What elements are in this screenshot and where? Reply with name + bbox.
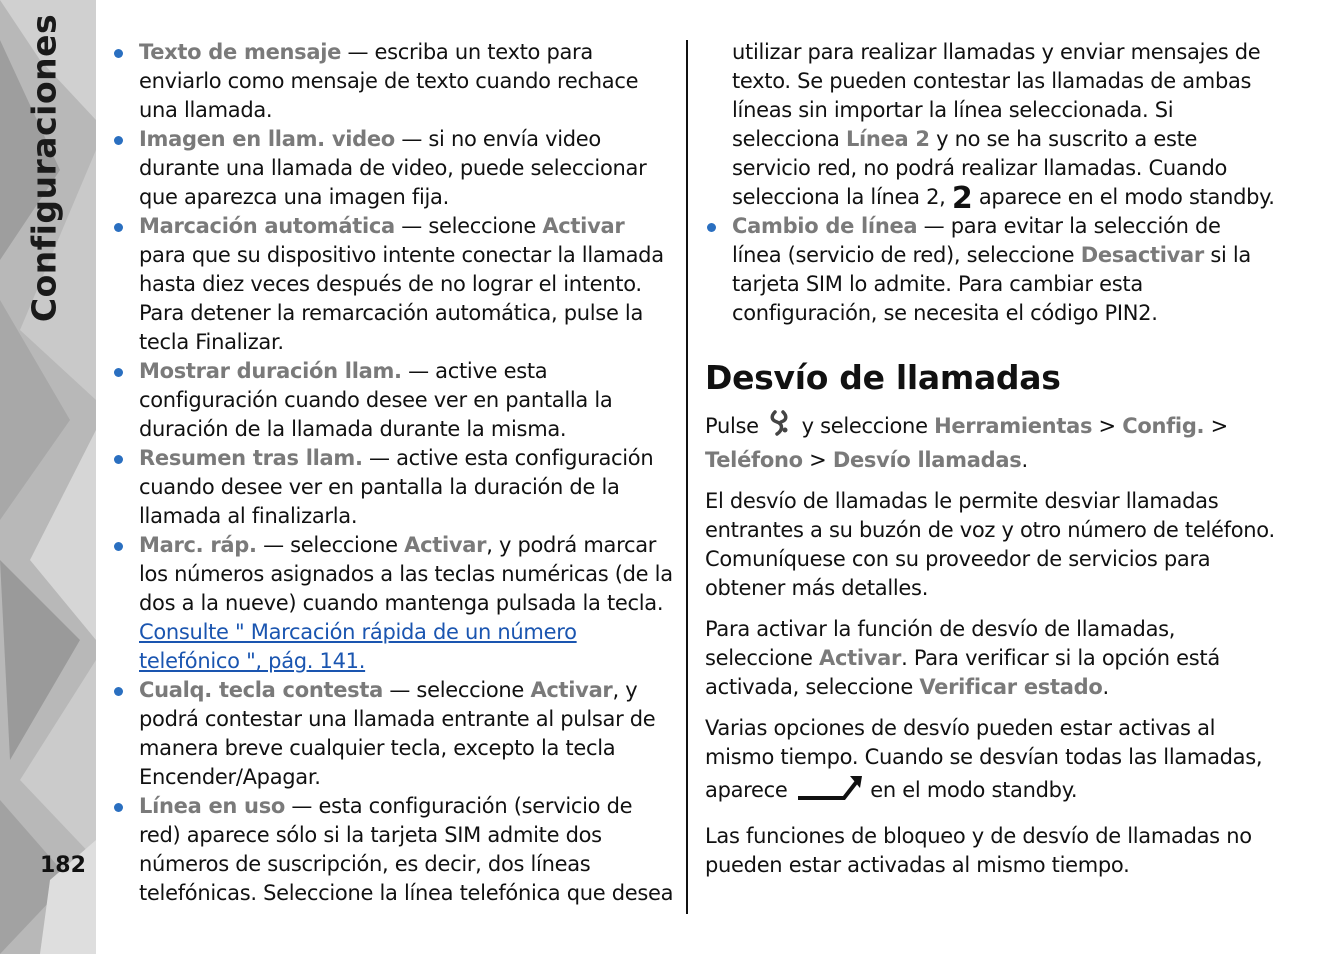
item-text: — active esta configuración cuando desee ver en pantalla la duración de la llamada al finalizarla. [139,446,654,528]
list-item [112,125,677,212]
item-keyword: Línea en uso [139,794,286,818]
bullet-icon [114,803,123,812]
settings-list [112,38,677,908]
list-item [112,676,677,792]
item-text: — active esta configuración cuando desee ver en pantalla la duración de la llamada durante la misma. [139,359,613,441]
paragraph-text: . Para verificar si la opción está activada, seleccione [705,646,1220,699]
sidebar [0,0,96,954]
paragraph-text: en el modo standby. [863,778,1078,802]
paragraph: Las funciones de bloqueo y de desvío de llamadas no pueden estar activadas al mismo tiempo. [705,824,1252,877]
menu-path [705,408,1275,475]
path-telefono: Teléfono [705,448,803,472]
bullet-icon [114,455,123,464]
list-item [112,531,677,676]
item-text: , y podrá contestar una llamada entrante al pulsar de manera breve cualquier tecla, excepto la tecla Encender/Apagar. [139,678,656,789]
section-heading: Desvío de llamadas [705,358,1061,397]
right-column [705,38,1275,892]
bullet-icon [114,136,123,145]
list-item [705,212,1275,328]
bullet-icon [114,223,123,232]
paragraph [705,714,1275,810]
paragraph [705,615,1275,702]
paragraph-text: utilizar para realizar llamadas y enviar mensajes de texto. Se pueden contestar las llamadas de ambas líneas sin importar la línea seleccionada. Si selecciona [732,40,1261,151]
path-herramientas: Herramientas [934,414,1093,438]
item-text: , y podrá marcar los números asignados a las teclas numéricas (de la dos a la nueve) cuando mantenga pulsada la tecla. [139,533,673,615]
option-keyword: Activar [404,533,487,557]
paragraph-text: . [1102,675,1109,699]
bullet-icon [114,49,123,58]
path-separator: > [1092,414,1123,438]
column-divider [686,40,688,914]
paragraph-text: Para activar la función de desvío de llamadas, seleccione [705,617,1176,670]
list-item [112,212,677,357]
path-text: . [1021,448,1028,472]
section-title: Configuraciones [24,13,64,323]
item-text: — esta configuración (servicio de red) aparece sólo si la tarjeta SIM admite dos números de suscripción, es decir, dos líneas telefónicas. Seleccione la línea telefónica que desea [139,794,674,905]
bullet-icon [114,687,123,696]
list-item [112,792,677,908]
paragraph-text: aparece en el modo standby. [972,185,1275,209]
paragraph-text: Varias opciones de desvío pueden estar activas al mismo tiempo. Cuando se desvían todas las llamadas, aparece [705,716,1263,802]
menu-key-icon [765,408,795,446]
settings-list [705,212,1275,328]
path-separator: > [802,448,833,472]
item-keyword: Cualq. tecla contesta [139,678,383,702]
paragraph: El desvío de llamadas le permite desviar llamadas entrantes a su buzón de voz y otro número de teléfono. Comuníquese con su proveedor de servicios para obtener más detalles. [705,489,1275,600]
item-text: — seleccione [382,678,531,702]
item-text: si la tarjeta SIM lo admite. Para cambiar esta configuración, se necesita el código PIN2. [732,243,1251,325]
continued-paragraph [705,38,1275,216]
bullet-icon [707,223,716,232]
bullet-icon [114,542,123,551]
option-keyword: Línea 2 [845,127,930,151]
list-item [112,357,677,444]
option-keyword: Activar [542,214,625,238]
item-text: — si no envía video durante una llamada de video, puede seleccionar que aparezca una imagen fija. [139,127,647,209]
item-text: para que su dispositivo intente conectar la llamada hasta diez veces después de no lograr el intento. Para detener la remarcación automática, pulse la tecla Finalizar. [139,243,664,354]
item-keyword: Mostrar duración llam. [139,359,402,383]
option-keyword: Desactivar [1080,243,1204,267]
option-keyword: Verificar estado [919,675,1103,699]
path-desvio-llamadas: Desvío llamadas [832,448,1022,472]
item-text: — seleccione [256,533,405,557]
option-keyword: Activar [530,678,613,702]
path-text: Pulse [705,414,766,438]
path-config: Config. [1122,414,1205,438]
item-text: — escriba un texto para enviarlo como mensaje de texto cuando rechace una llamada. [139,40,639,122]
item-text: — seleccione [394,214,543,238]
item-text: — para evitar la selección de línea (servicio de red), seleccione [732,214,1221,267]
page-number: 182 [40,853,86,878]
line-2-icon: 2 [951,181,973,216]
path-text: y seleccione [795,414,935,438]
call-divert-icon [794,772,864,810]
list-item [112,38,677,125]
option-keyword: Activar [819,646,902,670]
path-separator: > [1204,414,1228,438]
list-item [112,444,677,531]
item-keyword: Marc. ráp. [139,533,257,557]
bullet-icon [114,368,123,377]
speed-dial-reference-link[interactable]: Consulte " Marcación rápida de un número telefónico ", pág. 141. [139,620,577,673]
left-column [112,38,677,908]
item-keyword: Resumen tras llam. [139,446,363,470]
item-keyword: Texto de mensaje [139,40,342,64]
item-keyword: Imagen en llam. video [139,127,395,151]
item-keyword: Cambio de línea [732,214,918,238]
item-keyword: Marcación automática [139,214,395,238]
paragraph-text: y no se ha suscrito a este servicio red, no podrá realizar llamadas. Cuando selecciona la línea 2, [732,127,1228,209]
